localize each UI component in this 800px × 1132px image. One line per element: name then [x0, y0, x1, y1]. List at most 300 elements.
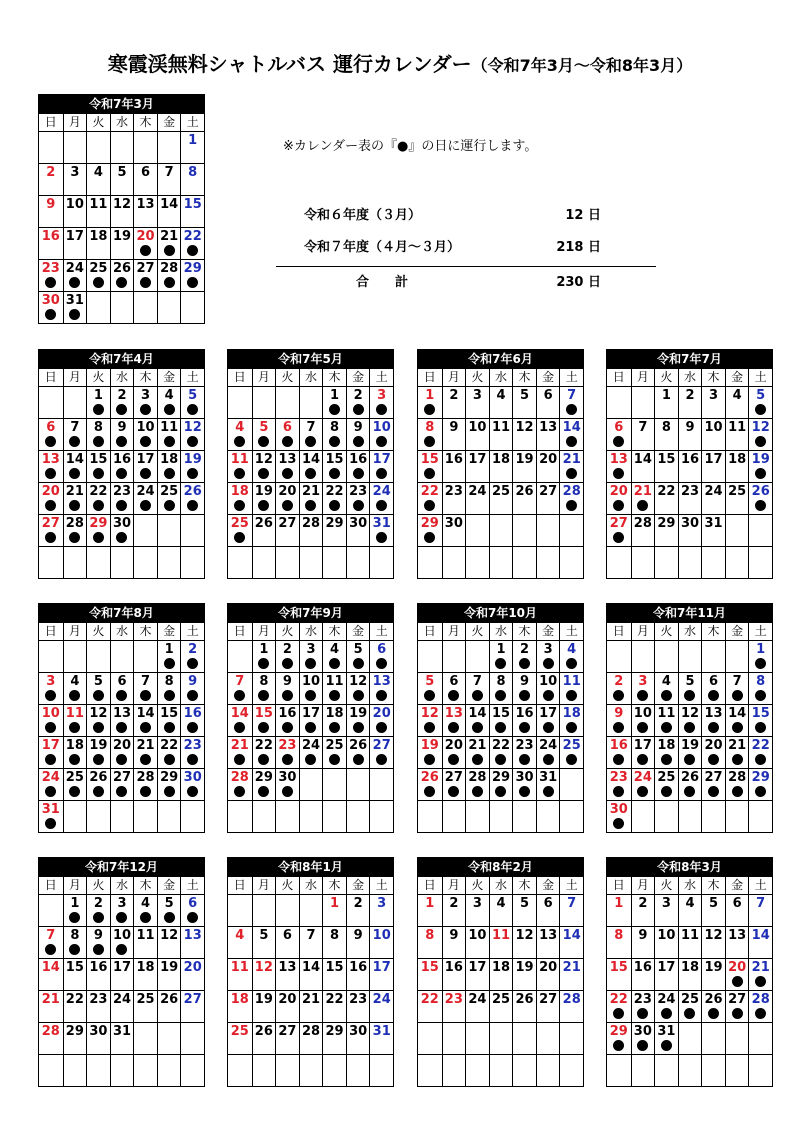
day-cell [39, 737, 63, 768]
day-cell [322, 387, 346, 418]
operating-day-dot [543, 754, 554, 765]
operating-day-dot [543, 722, 554, 733]
day-number: 25 [657, 770, 676, 785]
day-number: 8 [188, 165, 198, 180]
weekday-label: 水 [110, 623, 134, 640]
day-number: 27 [609, 516, 628, 531]
week-row [607, 514, 772, 546]
day-cell [725, 1023, 749, 1054]
day-cell [63, 132, 87, 163]
day-cell [63, 547, 87, 578]
operating-day-dot [732, 976, 743, 987]
day-cell [346, 927, 370, 958]
day-cell [228, 483, 252, 514]
operating-day-dot [755, 500, 766, 511]
operating-day-dot [258, 500, 269, 511]
day-cell [489, 737, 513, 768]
day-cell [228, 1023, 252, 1054]
weekday-header [228, 876, 393, 894]
operating-day-dot [684, 1008, 695, 1019]
day-number: 26 [704, 992, 723, 1007]
day-cell [133, 419, 157, 450]
day-number: 28 [468, 770, 487, 785]
day-cell [346, 769, 370, 800]
day-number: 21 [301, 484, 321, 499]
weekday-label: 月 [442, 877, 466, 894]
day-number: 1 [330, 896, 340, 911]
weekday-label: 土 [180, 369, 204, 386]
day-number: 10 [301, 674, 321, 689]
week-row [607, 546, 772, 578]
day-number: 15 [657, 452, 676, 467]
day-number: 22 [609, 992, 628, 1007]
day-cell [748, 387, 772, 418]
day-cell [678, 483, 702, 514]
day-cell [299, 927, 323, 958]
day-number: 8 [330, 928, 340, 943]
day-number: 1 [259, 642, 269, 657]
weekday-header [607, 622, 772, 640]
day-cell [346, 1023, 370, 1054]
day-cell [369, 673, 393, 704]
day-cell [748, 801, 772, 832]
day-cell [489, 959, 513, 990]
day-number: 21 [230, 738, 249, 753]
day-cell [299, 801, 323, 832]
day-number: 9 [353, 928, 363, 943]
day-number: 30 [633, 1024, 652, 1039]
day-number: 23 [515, 738, 534, 753]
day-number: 16 [349, 960, 368, 975]
day-number: 10 [372, 420, 391, 435]
day-number: 28 [751, 992, 770, 1007]
day-cell [275, 1023, 299, 1054]
day-cell [180, 515, 204, 546]
day-cell [465, 801, 489, 832]
day-cell [346, 705, 370, 736]
day-number: 16 [515, 706, 534, 721]
day-cell [63, 483, 87, 514]
day-cell [489, 895, 513, 926]
day-cell [559, 705, 583, 736]
operating-day-dot [684, 786, 695, 797]
day-cell [228, 991, 252, 1022]
day-number: 26 [183, 484, 202, 499]
summary-value: 12 日 [565, 208, 601, 223]
day-number: 29 [657, 516, 676, 531]
weekday-label: 水 [299, 369, 323, 386]
day-number: 18 [230, 484, 249, 499]
operating-day-dot [708, 754, 719, 765]
day-cell [63, 1023, 87, 1054]
day-cell [607, 483, 631, 514]
operating-day-dot [329, 690, 340, 701]
day-cell [133, 705, 157, 736]
operating-day-dot [187, 658, 198, 669]
day-number: 31 [41, 802, 60, 817]
day-cell [725, 515, 749, 546]
weekday-label: 火 [86, 623, 110, 640]
day-number: 6 [117, 674, 127, 689]
day-cell [157, 260, 181, 291]
weekday-label: 日 [233, 878, 246, 892]
day-number: 24 [136, 484, 155, 499]
operating-day-dot [45, 468, 56, 479]
day-cell [299, 959, 323, 990]
operating-day-dot [708, 1008, 719, 1019]
day-number: 22 [65, 992, 84, 1007]
day-cell [489, 547, 513, 578]
day-number: 3 [661, 896, 671, 911]
day-cell [725, 673, 749, 704]
week-row [418, 514, 583, 546]
operating-day-dot [684, 754, 695, 765]
day-cell [369, 1023, 393, 1054]
day-number: 13 [609, 452, 628, 467]
month-calendar [417, 603, 584, 833]
day-cell [369, 547, 393, 578]
day-cell [748, 483, 772, 514]
operating-day-dot [543, 786, 554, 797]
weekday-label: 金 [536, 877, 560, 894]
operating-day-dot [140, 754, 151, 765]
day-number: 25 [491, 484, 511, 499]
day-cell [678, 895, 702, 926]
day-number: 20 [372, 706, 391, 721]
operating-day-dot [164, 277, 175, 288]
operating-day-dot [353, 436, 364, 447]
day-cell [180, 451, 204, 482]
day-cell [133, 260, 157, 291]
day-number: 17 [468, 452, 487, 467]
day-cell [512, 927, 536, 958]
day-cell [418, 515, 442, 546]
day-number: 31 [539, 770, 558, 785]
day-number: 13 [278, 960, 297, 975]
operating-day-dot [140, 245, 151, 256]
day-cell [465, 451, 489, 482]
operating-day-dot [613, 468, 624, 479]
weekday-label: 木 [701, 623, 725, 640]
day-cell [678, 387, 702, 418]
operating-day-dot [69, 277, 80, 288]
operating-day-dot [755, 754, 766, 765]
week-row [39, 386, 204, 418]
weekday-label: 水 [110, 114, 134, 131]
weekday-label: 月 [63, 877, 87, 894]
day-cell [654, 451, 678, 482]
day-number: 6 [449, 674, 459, 689]
day-number: 4 [235, 420, 245, 435]
day-cell [559, 483, 583, 514]
day-number: 28 [65, 516, 84, 531]
day-number: 12 [515, 928, 534, 943]
weekday-label: 土 [559, 369, 583, 386]
weekday-label: 土 [748, 369, 772, 386]
day-cell [607, 1023, 631, 1054]
operating-day-dot [448, 754, 459, 765]
day-number: 20 [609, 484, 628, 499]
weekday-label: 金 [725, 369, 749, 386]
day-cell [180, 769, 204, 800]
day-cell [631, 895, 655, 926]
day-cell [607, 547, 631, 578]
day-number: 29 [609, 1024, 628, 1039]
day-number: 22 [657, 484, 676, 499]
week-row [607, 800, 772, 832]
weekday-label: 金 [346, 623, 370, 640]
operating-day-dot [282, 690, 293, 701]
day-cell [631, 959, 655, 990]
week-row [607, 736, 772, 768]
day-number: 8 [164, 674, 174, 689]
day-cell [322, 1023, 346, 1054]
week-row [607, 672, 772, 704]
day-cell [701, 705, 725, 736]
operating-day-dot [732, 754, 743, 765]
day-cell [418, 801, 442, 832]
day-cell [678, 769, 702, 800]
day-cell [180, 547, 204, 578]
day-cell [748, 1055, 772, 1086]
operating-day-dot [732, 1008, 743, 1019]
operating-day-dot [353, 658, 364, 669]
day-number: 27 [136, 261, 155, 276]
weekday-label: 土 [180, 877, 204, 894]
day-cell [536, 547, 560, 578]
operating-day-dot [116, 944, 127, 955]
day-cell [275, 547, 299, 578]
day-cell [110, 164, 134, 195]
day-number: 5 [709, 896, 719, 911]
weekday-label: 月 [442, 623, 466, 640]
operating-day-dot [45, 818, 56, 829]
day-cell [631, 769, 655, 800]
day-cell [86, 132, 110, 163]
day-cell [512, 1023, 536, 1054]
operating-day-dot [45, 690, 56, 701]
day-number: 7 [46, 928, 56, 943]
day-cell [110, 1023, 134, 1054]
day-cell [631, 1055, 655, 1086]
day-number: 24 [468, 992, 487, 1007]
day-number: 10 [136, 420, 155, 435]
day-number: 25 [160, 484, 179, 499]
day-cell [180, 1023, 204, 1054]
day-cell [678, 419, 702, 450]
operating-day-dot [140, 912, 151, 923]
operating-day-dot [116, 690, 127, 701]
day-number: 25 [230, 1024, 249, 1039]
day-cell [725, 483, 749, 514]
week-row [418, 990, 583, 1022]
day-number: 29 [420, 516, 439, 531]
day-cell [748, 895, 772, 926]
week-row [418, 704, 583, 736]
day-cell [442, 927, 466, 958]
day-cell [369, 451, 393, 482]
day-cell [607, 959, 631, 990]
operating-day-dot [93, 468, 104, 479]
day-cell [536, 801, 560, 832]
day-number: 28 [633, 516, 652, 531]
weekday-label: 木 [512, 877, 536, 894]
day-cell [110, 1055, 134, 1086]
day-cell [275, 387, 299, 418]
day-cell [654, 801, 678, 832]
day-number: 8 [661, 420, 671, 435]
day-cell [418, 737, 442, 768]
day-number: 23 [609, 770, 628, 785]
day-number: 26 [751, 484, 770, 499]
operating-day-dot [45, 944, 56, 955]
day-number: 11 [65, 706, 84, 721]
operating-day-dot [258, 722, 269, 733]
day-cell [180, 1055, 204, 1086]
day-number: 13 [278, 452, 297, 467]
day-cell [607, 387, 631, 418]
day-cell [110, 801, 134, 832]
operating-day-dot [613, 722, 624, 733]
day-number: 11 [562, 674, 581, 689]
operating-day-dot [519, 722, 530, 733]
day-cell [133, 515, 157, 546]
day-number: 18 [89, 229, 108, 244]
day-number: 25 [680, 992, 700, 1007]
week-row [607, 450, 772, 482]
day-cell [678, 547, 702, 578]
operating-day-dot [566, 468, 577, 479]
week-row [39, 926, 204, 958]
operating-day-dot [258, 436, 269, 447]
weekday-label: 月 [63, 369, 87, 386]
day-cell [275, 959, 299, 990]
day-cell [465, 991, 489, 1022]
week-row [228, 672, 393, 704]
day-cell [110, 895, 134, 926]
day-number: 6 [46, 420, 56, 435]
day-number: 13 [539, 928, 558, 943]
day-number: 12 [160, 928, 179, 943]
operating-day-dot [495, 722, 506, 733]
week-row [418, 800, 583, 832]
day-cell [442, 769, 466, 800]
day-cell [678, 959, 702, 990]
day-number: 27 [278, 516, 297, 531]
operating-day-dot [305, 500, 316, 511]
operating-day-dot [613, 818, 624, 829]
weekday-label: 月 [631, 877, 655, 894]
month-title: 令和7年4月 [39, 350, 204, 368]
day-cell [39, 228, 63, 259]
day-number: 5 [520, 896, 530, 911]
day-cell [86, 641, 110, 672]
day-cell [369, 769, 393, 800]
day-cell [157, 292, 181, 323]
day-cell [631, 547, 655, 578]
day-cell [369, 387, 393, 418]
day-cell [346, 959, 370, 990]
day-number: 26 [254, 516, 273, 531]
day-number: 18 [491, 452, 511, 467]
day-number: 27 [41, 516, 60, 531]
day-cell [418, 451, 442, 482]
day-cell [346, 895, 370, 926]
day-cell [701, 387, 725, 418]
day-cell [157, 991, 181, 1022]
day-cell [322, 769, 346, 800]
day-cell [110, 515, 134, 546]
operating-day-dot [566, 500, 577, 511]
day-number: 8 [70, 928, 80, 943]
day-number: 30 [680, 516, 700, 531]
day-number: 17 [41, 738, 60, 753]
day-cell [180, 196, 204, 227]
week-row [228, 640, 393, 672]
summary-label: 令和６年度（３月） [304, 208, 422, 223]
day-number: 23 [633, 992, 652, 1007]
day-cell [536, 483, 560, 514]
day-number: 12 [254, 960, 273, 975]
month-calendar [417, 349, 584, 579]
operating-day-dot [495, 754, 506, 765]
day-number: 24 [301, 738, 321, 753]
operating-day-dot [376, 404, 387, 415]
day-number: 9 [117, 420, 127, 435]
day-cell [39, 895, 63, 926]
day-number: 23 [183, 738, 202, 753]
day-number: 4 [732, 388, 742, 403]
day-cell [346, 547, 370, 578]
day-cell [654, 419, 678, 450]
operating-day-dot [69, 786, 80, 797]
day-number: 9 [685, 420, 695, 435]
day-number: 26 [680, 770, 700, 785]
day-number: 22 [325, 484, 344, 499]
day-cell [631, 737, 655, 768]
day-number: 4 [164, 388, 174, 403]
day-cell [678, 1055, 702, 1086]
day-cell [110, 419, 134, 450]
day-cell [157, 801, 181, 832]
weekday-label: 水 [110, 877, 134, 894]
operating-day-dot [164, 754, 175, 765]
day-cell [748, 769, 772, 800]
weekday-label: 月 [63, 114, 87, 131]
day-cell [252, 737, 276, 768]
operating-day-dot [661, 690, 672, 701]
week-row [228, 482, 393, 514]
day-cell [512, 737, 536, 768]
weekday-label: 水 [678, 369, 702, 386]
day-cell [631, 801, 655, 832]
weekday-label: 日 [233, 370, 246, 384]
day-number: 25 [136, 992, 155, 1007]
day-number: 10 [468, 928, 487, 943]
day-cell [252, 705, 276, 736]
day-number: 18 [562, 706, 581, 721]
day-number: 24 [65, 261, 84, 276]
day-cell [512, 991, 536, 1022]
day-cell [346, 387, 370, 418]
day-cell [631, 705, 655, 736]
operating-day-dot [755, 786, 766, 797]
day-number: 12 [515, 420, 534, 435]
week-row [607, 386, 772, 418]
weekday-header [228, 622, 393, 640]
day-cell [39, 451, 63, 482]
week-row [418, 482, 583, 514]
